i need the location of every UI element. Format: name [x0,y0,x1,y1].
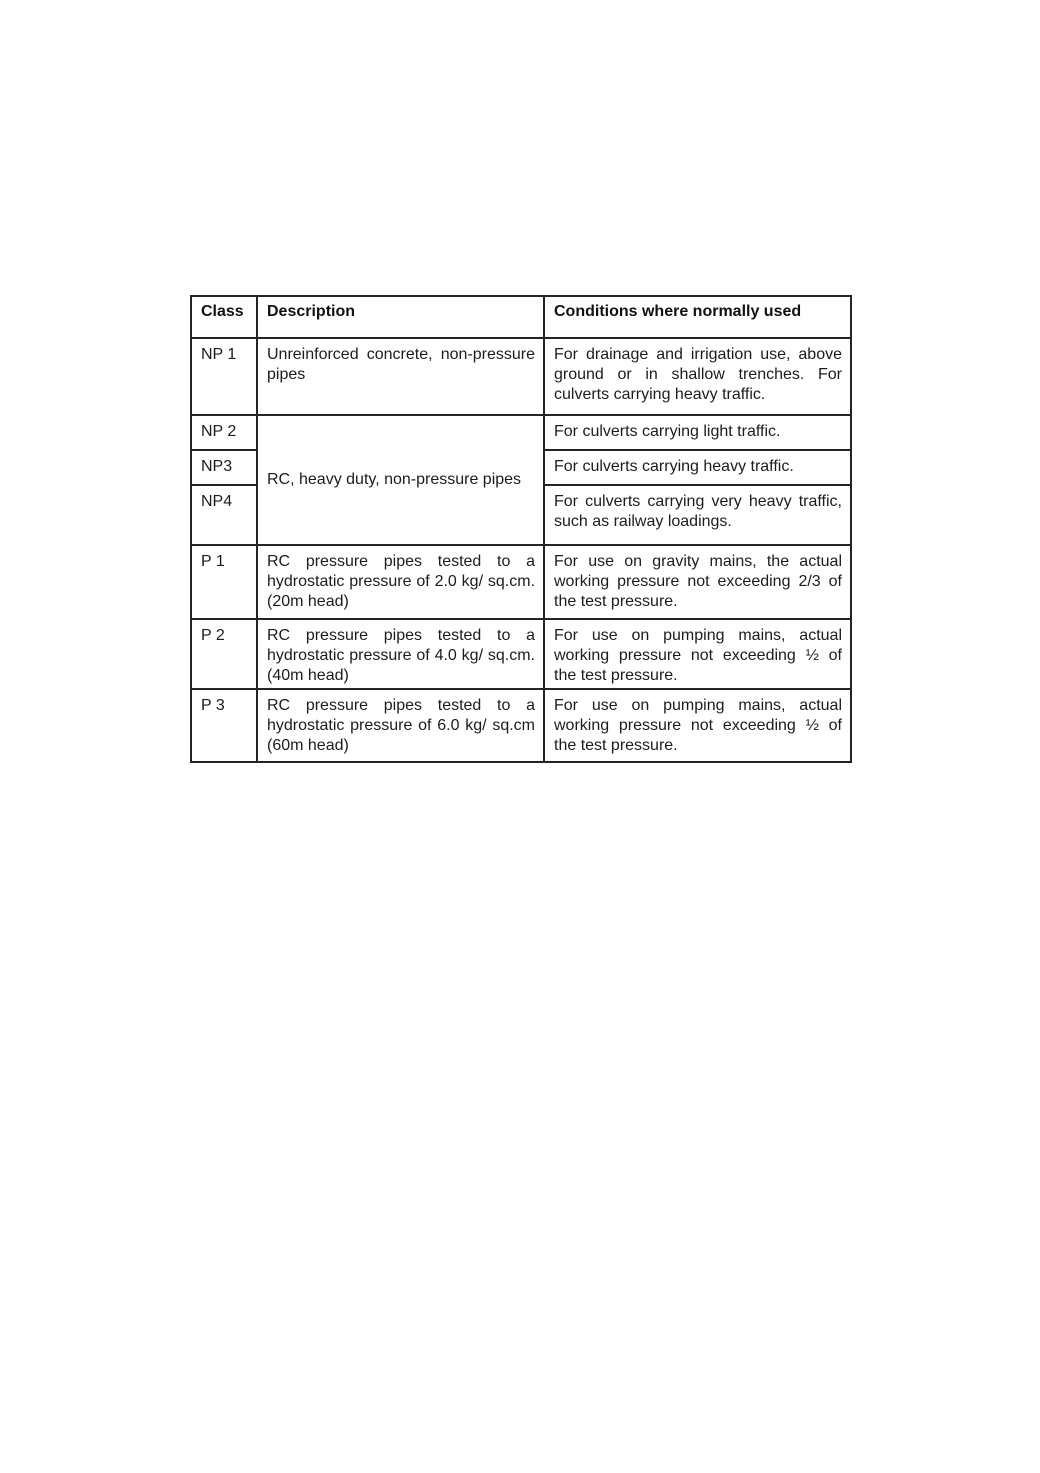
table-row-np1 [191,338,851,415]
class-cell-np4: NP4 [191,485,257,545]
conditions-cell-np3: For culverts carrying heavy traffic. [544,450,851,485]
conditions-cell-p1: For use on gravity mains, the actual working pressure not exceeding 2/3 of the test pressure. [544,545,851,619]
table-row-np2 [191,415,851,450]
description-cell-merged-np2-np4: RC, heavy duty, non-pressure pipes [257,415,544,545]
class-cell-p2: P 2 [191,619,257,689]
col-header-conditions: Conditions where normally used [544,296,851,338]
conditions-cell-np4: For culverts carrying very heavy traffic, such as railway loadings. [544,485,851,545]
table-row-p2 [191,619,851,689]
table-row-p1 [191,545,851,619]
class-cell-np3: NP3 [191,450,257,485]
pipe-class-table [190,295,852,763]
table-header-row [191,296,851,338]
class-cell-p3: P 3 [191,689,257,762]
description-cell-p2: RC pressure pipes tested to a hydrostatic pressure of 4.0 kg/ sq.cm. (40m head) [257,619,544,689]
description-cell-np1: Unreinforced concrete, non-pressure pipes [257,338,544,415]
conditions-cell-np1: For drainage and irrigation use, above ground or in shallow trenches. For culverts carrying heavy traffic. [544,338,851,415]
col-header-class: Class [191,296,257,338]
col-header-description: Description [257,296,544,338]
table-row-p3 [191,689,851,762]
description-cell-p1: RC pressure pipes tested to a hydrostatic pressure of 2.0 kg/ sq.cm. (20m head) [257,545,544,619]
class-cell-np2: NP 2 [191,415,257,450]
conditions-cell-p3: For use on pumping mains, actual working pressure not exceeding ½ of the test pressure. [544,689,851,762]
conditions-cell-np2: For culverts carrying light traffic. [544,415,851,450]
conditions-cell-p2: For use on pumping mains, actual working pressure not exceeding ½ of the test pressure. [544,619,851,689]
description-cell-p3: RC pressure pipes tested to a hydrostatic pressure of 6.0 kg/ sq.cm (60m head) [257,689,544,762]
class-cell-p1: P 1 [191,545,257,619]
class-cell-np1: NP 1 [191,338,257,415]
